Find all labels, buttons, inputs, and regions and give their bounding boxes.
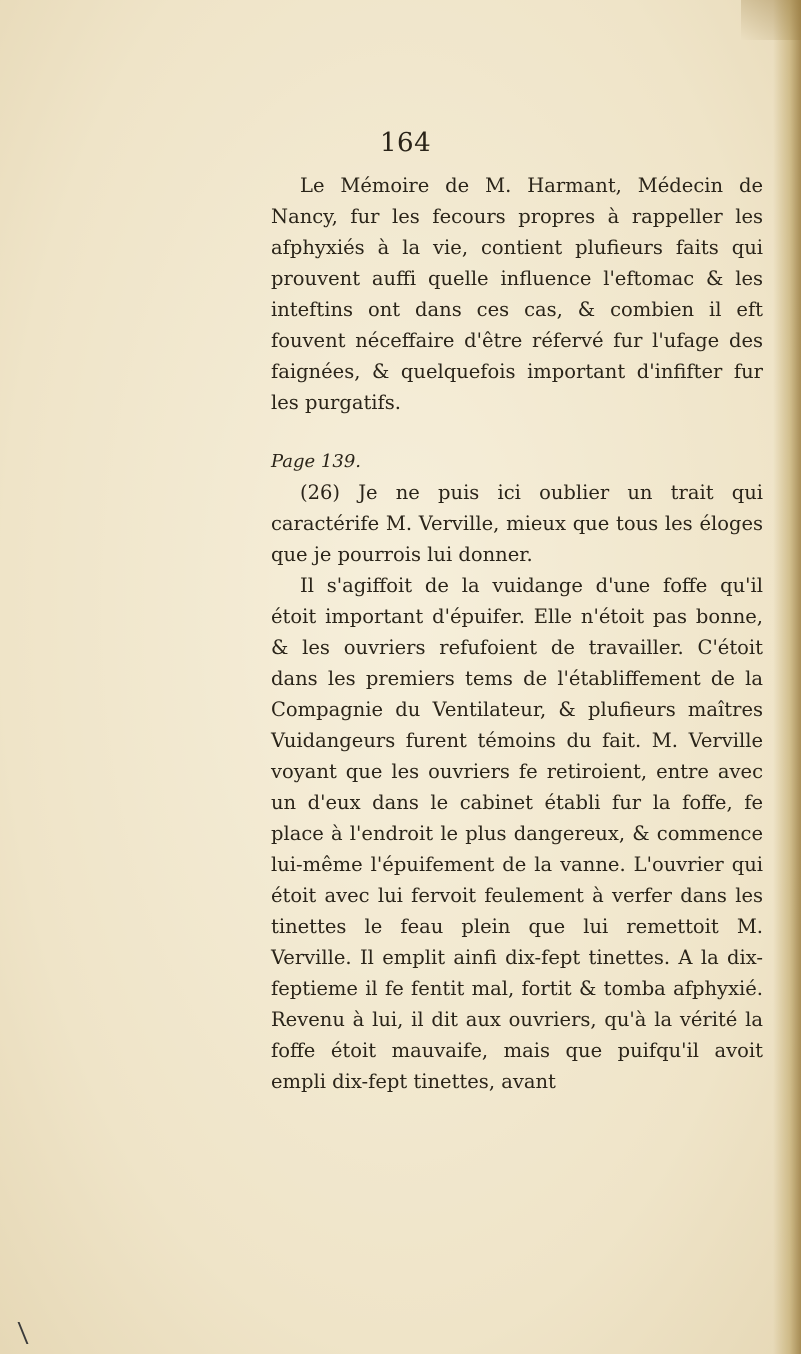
paragraph-harmant: Le Mémoire de M. Harmant, Médecin de Nancy, fur les fecours propres à rappeller les afphyxiés à la vie, contient plufieurs faits qui prouvent auffi quelle influence l'eftomac & les inteftins ont dans ces cas, & combien il eft fouvent néceffaire d'être réfervé fur l'ufage des faignées, & quelquefois important d'infifter fur les purgatifs.	[271, 174, 763, 414]
page-corner-shadow	[741, 0, 801, 40]
page-number: 164	[380, 128, 432, 158]
page-edge-shadow	[773, 0, 801, 1354]
body-text	[271, 170, 763, 1097]
scan-mark	[18, 1322, 39, 1344]
paragraph-note-26: (26) Je ne puis ici oublier un trait qui caractérife M. Verville, mieux que tous les éloges que je pourrois lui donner.	[271, 481, 763, 566]
paragraph-verville-story: Il s'agiffoit de la vuidange d'une foffe qu'il étoit important d'épuifer. Elle n'étoit pas bonne, & les ouvriers refufoient de travailler. C'étoit dans les premiers tems de l'établiffement de la Compagnie du Ventilateur, & plufieurs maîtres Vuidangeurs furent témoins du fait. M. Verville voyant que les ouvriers fe retiroient, entre avec un d'eux dans le cabinet établi fur la foffe, fe place à l'endroit le plus dangereux, & commence lui-même l'épuifement de la vanne. L'ouvrier qui étoit avec lui fervoit feulement à verfer dans les tinettes le feau plein que lui remettoit M. Verville. Il emplit ainfi dix-fept tinettes. A la dix-feptieme il fe fentit mal, fortit & tomba afphyxié. Revenu à lui, il dit aux ouvriers, qu'à la vérité la foffe étoit mauvaife, mais que puifqu'il avoit empli dix-fept tinettes, avant	[271, 574, 763, 1093]
page-reference: Page 139.	[271, 451, 362, 472]
